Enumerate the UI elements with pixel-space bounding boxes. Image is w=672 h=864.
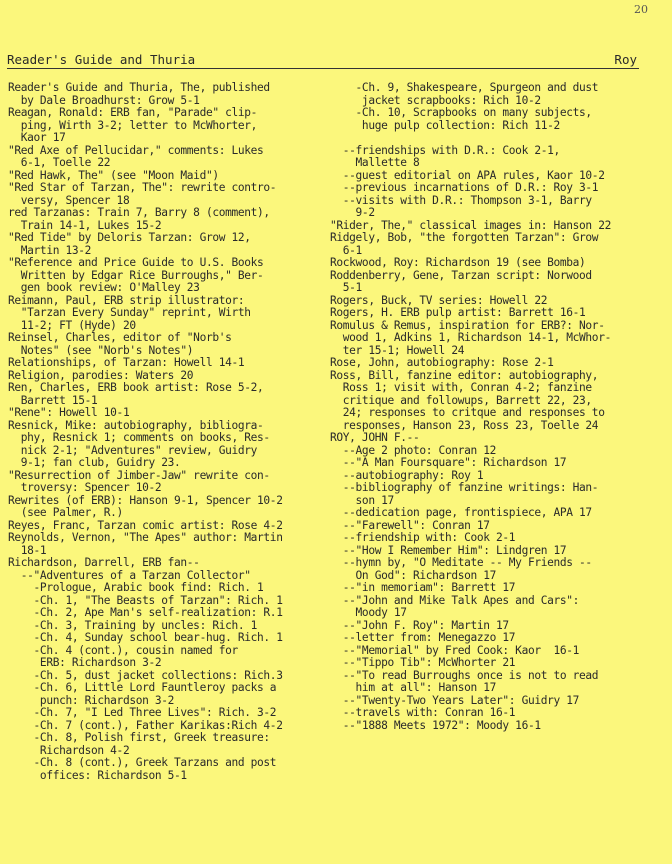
- index-line: 5-1: [330, 281, 362, 294]
- index-line: gen book review: O'Malley 23: [8, 281, 200, 294]
- index-line: --"1888 Meets 1972": Moody 16-1: [330, 718, 541, 732]
- index-line: -Ch. 6, Little Lord Fauntleroy packs a: [8, 681, 277, 694]
- index-line: "Red Star of Tarzan, The": rewrite contro-: [8, 181, 277, 194]
- index-line: "Red Axe of Pellucidar," comments: Lukes: [8, 143, 264, 157]
- index-line: --"Tippo Tib": McWhorter 21: [330, 656, 516, 669]
- index-line: Rockwood, Roy: Richardson 19 (see Bomba): [330, 256, 586, 269]
- index-line: --Age 2 photo: Conran 12: [330, 443, 497, 457]
- index-line: --hymn by, "O Meditate -- My Friends --: [330, 556, 592, 569]
- index-line: 9-1; fan club, Guidry 23.: [8, 456, 181, 469]
- index-line: --friendship with: Cook 2-1: [330, 531, 516, 544]
- index-line: -Ch. 9, Shakespeare, Spurgeon and dust: [330, 81, 599, 94]
- index-line: wood 1, Adkins 1, Richardson 14-1, McWhor-: [330, 331, 611, 344]
- index-line: him at all": Hanson 17: [330, 681, 497, 694]
- index-line: troversy: Spencer 10-2: [8, 481, 162, 494]
- index-line: versy, Spencer 18: [8, 193, 130, 207]
- index-line: --"Memorial" by Fred Cook: Kaor 16-1: [330, 643, 580, 657]
- index-line: --"To read Burroughs once is not to read: [330, 668, 599, 682]
- index-line: --"How I Remember Him": Lindgren 17: [330, 543, 567, 557]
- index-line: 18-1: [8, 543, 47, 557]
- index-line: Mallette 8: [330, 156, 420, 169]
- index-line: critique and followups, Barrett 22, 23,: [330, 393, 592, 407]
- index-line: Reagan, Ronald: ERB fan, "Parade" clip-: [8, 106, 258, 119]
- index-line: --"Farewell": Conran 17: [330, 518, 490, 532]
- index-line: 6-1, Toelle 22: [8, 156, 111, 169]
- index-line: Richardson, Darrell, ERB fan--: [8, 556, 200, 569]
- index-line: -Ch. 7 (cont.), Father Karikas:Rich 4-2: [8, 718, 283, 732]
- index-line: -Ch. 4, Sunday school bear-hug. Rich. 1: [8, 631, 283, 644]
- index-line: red Tarzanas: Train 7, Barry 8 (comment),: [8, 206, 270, 219]
- index-line: --travels with: Conran 16-1: [330, 706, 516, 719]
- index-line: 24; responses to critque and responses to: [330, 406, 605, 419]
- index-line: -Ch. 7, "I Led Three Lives": Rich. 3-2: [8, 706, 277, 719]
- index-line: Religion, parodies: Waters 20: [8, 368, 194, 382]
- index-line: -Ch. 10, Scrapbooks on many subjects,: [330, 106, 592, 119]
- header-author: Roy: [614, 52, 637, 67]
- index-line: Richardson 4-2: [8, 743, 130, 757]
- index-line: Roddenberry, Gene, Tarzan script: Norwood: [330, 268, 592, 282]
- index-line: Reimann, Paul, ERB strip illustrator:: [8, 293, 245, 307]
- index-line: --"in memoriam": Barrett 17: [330, 581, 516, 594]
- index-line: Rewrites (of ERB): Hanson 9-1, Spencer 10-2: [8, 493, 283, 507]
- index-line: [330, 132, 650, 145]
- index-line: 11-2; FT (Hyde) 20: [8, 318, 136, 332]
- index-line: -Ch. 2, Ape Man's self-realization: R.1: [8, 606, 283, 619]
- index-line: -Prologue, Arabic book find: Rich. 1: [8, 581, 264, 594]
- index-line: son 17: [330, 493, 394, 507]
- page-number: 20: [634, 3, 648, 16]
- index-line: "Resurrection of Jimber-Jaw" rewrite con-: [8, 468, 270, 482]
- index-line: --bibliography of fanzine writings: Han-: [330, 481, 599, 494]
- index-line: --guest editorial on APA rules, Kaor 10-2: [330, 168, 605, 182]
- index-line: "Tarzan Every Sunday" reprint, Wirth: [8, 306, 251, 319]
- index-line: ROY, JOHN F.--: [330, 431, 420, 444]
- index-line: Ross, Bill, fanzine editor: autobiography,: [330, 368, 599, 382]
- index-line: "Reference and Price Guide to U.S. Books: [8, 256, 264, 269]
- index-line: --autobiography: Roy 1: [330, 468, 484, 482]
- index-line: offices: Richardson 5-1: [8, 768, 187, 782]
- index-line: Rogers, H. ERB pulp artist: Barrett 16-1: [330, 306, 586, 319]
- index-line: (see Palmer, R.): [8, 506, 123, 519]
- header-title: Reader's Guide and Thuria: [7, 52, 196, 67]
- index-line: On God": Richardson 17: [330, 568, 497, 582]
- index-column-right: [330, 82, 650, 732]
- index-line: Reyes, Franc, Tarzan comic artist: Rose 4-2: [8, 518, 283, 532]
- index-line: Train 14-1, Lukes 15-2: [8, 218, 162, 232]
- index-line: --"A Man Foursquare": Richardson 17: [330, 456, 567, 469]
- index-line: ERB: Richardson 3-2: [8, 656, 162, 669]
- index-line: Written by Edgar Rice Burroughs," Ber-: [8, 268, 264, 282]
- index-line: --previous incarnations of D.R.: Roy 3-1: [330, 181, 599, 194]
- index-line: --letter from: Menegazzo 17: [330, 631, 516, 644]
- index-line: Kaor 17: [8, 131, 66, 144]
- index-line: --friendships with D.R.: Cook 2-1,: [330, 143, 560, 157]
- index-line: -Ch. 4 (cont.), cousin named for: [8, 643, 238, 657]
- index-line: by Dale Broadhurst: Grow 5-1: [8, 93, 200, 107]
- index-line: Ren, Charles, ERB book artist: Rose 5-2,: [8, 381, 264, 394]
- index-line: Reinsel, Charles, editor of "Norb's: [8, 331, 232, 344]
- index-line: --"John F. Roy": Martin 17: [330, 618, 509, 632]
- index-line: Rogers, Buck, TV series: Howell 22: [330, 293, 548, 307]
- index-line: 6-1: [330, 243, 362, 257]
- index-line: -Ch. 3, Training by uncles: Rich. 1: [8, 618, 258, 632]
- index-line: phy, Resnick 1; comments on books, Res-: [8, 431, 270, 444]
- index-line: ter 15-1; Howell 24: [330, 343, 465, 357]
- index-line: punch: Richardson 3-2: [8, 693, 175, 707]
- index-line: jacket scrapbooks: Rich 10-2: [330, 93, 541, 107]
- index-line: Martin 13-2: [8, 243, 92, 257]
- index-line: 9-2: [330, 206, 375, 219]
- index-line: ping, Wirth 3-2; letter to McWhorter,: [8, 118, 258, 132]
- index-line: Romulus & Remus, inspiration for ERB?: Nor-: [330, 318, 605, 332]
- index-line: -Ch. 8, Polish first, Greek treasure:: [8, 731, 270, 744]
- index-line: --"John and Mike Talk Apes and Cars":: [330, 593, 580, 607]
- index-line: responses, Hanson 23, Ross 23, Toelle 24: [330, 418, 599, 432]
- index-line: Moody 17: [330, 606, 407, 619]
- index-line: Resnick, Mike: autobiography, bibliogra-: [8, 418, 264, 432]
- index-line: -Ch. 8 (cont.), Greek Tarzans and post: [8, 756, 277, 769]
- index-line: --dedication page, frontispiece, APA 17: [330, 506, 592, 519]
- header-rule: [7, 68, 639, 69]
- index-line: -Ch. 5, dust jacket collections: Rich.3: [8, 668, 283, 682]
- index-line: huge pulp collection: Rich 11-2: [330, 118, 560, 132]
- index-line: "Rene": Howell 10-1: [8, 406, 130, 419]
- index-line: Reynolds, Vernon, "The Apes" author: Martin: [8, 531, 283, 544]
- index-line: --visits with D.R.: Thompson 3-1, Barry: [330, 193, 592, 207]
- index-line: Ridgely, Bob, "the forgotten Tarzan": Grow: [330, 231, 599, 244]
- index-line: "Rider, The," classical images in: Hanson 22: [330, 218, 611, 232]
- index-line: -Ch. 1, "The Beasts of Tarzan": Rich. 1: [8, 593, 283, 607]
- index-line: --"Twenty-Two Years Later": Guidry 17: [330, 693, 580, 707]
- index-line: "Red Hawk, The" (see "Moon Maid"): [8, 168, 219, 182]
- index-line: Reader's Guide and Thuria, The, published: [8, 81, 270, 94]
- index-line: Rose, John, autobiography: Rose 2-1: [330, 356, 554, 369]
- index-line: Relationships, of Tarzan: Howell 14-1: [8, 356, 245, 369]
- index-line: nick 2-1; "Adventures" review, Guidry: [8, 443, 258, 457]
- index-line: Barrett 15-1: [8, 393, 98, 407]
- index-line: --"Adventures of a Tarzan Collector": [8, 568, 251, 582]
- index-line: Ross 1; visit with, Conran 4-2; fanzine: [330, 381, 592, 394]
- index-line: "Red Tide" by Deloris Tarzan: Grow 12,: [8, 231, 251, 244]
- index-line: Notes" (see "Norb's Notes"): [8, 343, 194, 357]
- index-column-left: [8, 82, 308, 782]
